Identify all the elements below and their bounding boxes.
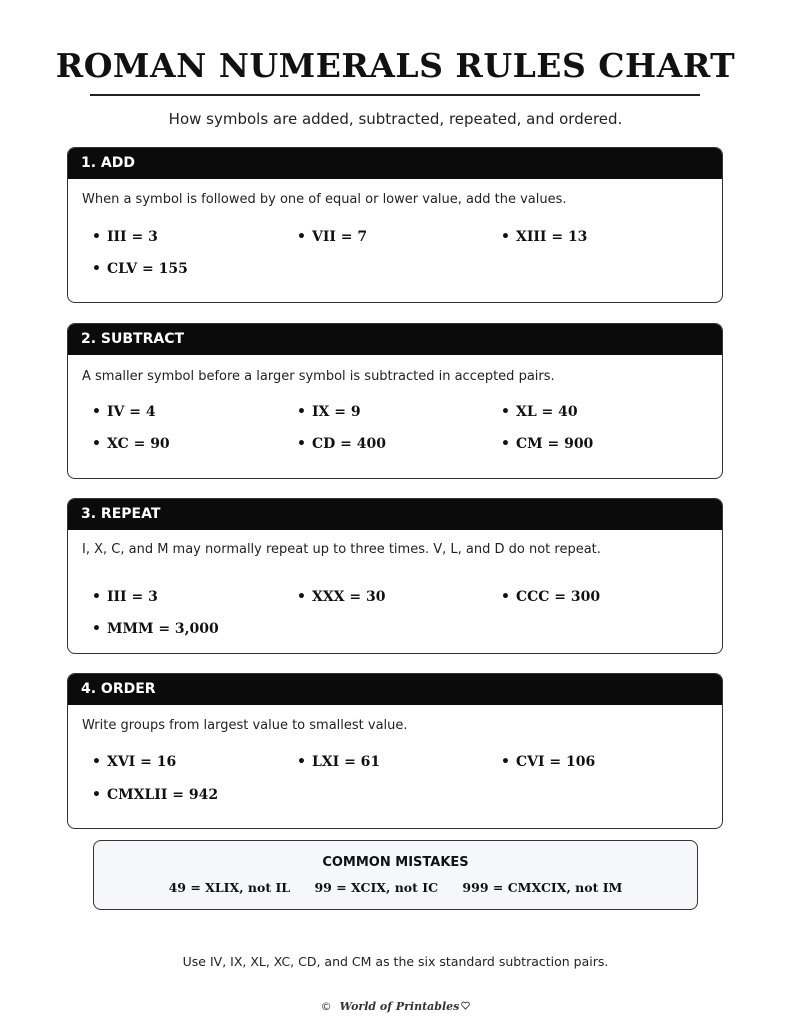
example-item: [501, 436, 593, 452]
bullet-icon: •: [92, 787, 101, 803]
mistake-item: 99 = XCIX, not IC: [314, 880, 439, 895]
example-item: [92, 404, 156, 420]
page-subtitle: How symbols are added, subtracted, repeated, and ordered.: [168, 110, 623, 128]
bullet-icon: •: [92, 261, 101, 277]
example-item: [92, 261, 188, 277]
section-add: [67, 147, 723, 303]
example-item: [297, 229, 367, 245]
example-text: CMXLII = 942: [106, 787, 219, 803]
bullet-icon: •: [92, 621, 101, 637]
bullet-icon: •: [501, 229, 510, 245]
section-repeat: [67, 498, 723, 654]
example-text: CM = 900: [515, 436, 594, 452]
bullet-icon: •: [297, 436, 306, 452]
common-mistakes-title: COMMON MISTAKES: [322, 855, 469, 870]
section-subtract: [67, 323, 723, 479]
example-text: CLV = 155: [106, 261, 188, 277]
example-item: [92, 787, 218, 803]
page-title: ROMAN NUMERALS RULES CHART: [55, 46, 736, 85]
section-description: I, X, C, and M may normally repeat up to three times. V, L, and D do not repeat.: [82, 542, 601, 557]
bullet-icon: •: [92, 404, 101, 420]
bullet-icon: •: [501, 436, 510, 452]
bullet-icon: •: [501, 754, 510, 770]
example-item: [92, 229, 158, 245]
example-item: [501, 404, 578, 420]
common-mistakes-list: [94, 880, 697, 895]
example-item: [297, 404, 361, 420]
example-text: CCC = 300: [515, 589, 601, 605]
example-text: IV = 4: [106, 404, 156, 420]
mistake-item: 999 = CMXCIX, not IM: [462, 880, 623, 895]
brand-footer: [0, 1000, 791, 1013]
heart-icon: [461, 1000, 470, 1013]
bullet-icon: •: [297, 589, 306, 605]
example-item: [501, 754, 595, 770]
bullet-icon: •: [297, 404, 306, 420]
example-text: III = 3: [106, 589, 158, 605]
bullet-icon: •: [92, 229, 101, 245]
section-order: [67, 673, 723, 829]
bullet-icon: •: [92, 754, 101, 770]
section-description: A smaller symbol before a larger symbol is subtracted in accepted pairs.: [82, 369, 555, 384]
footnote: Use IV, IX, XL, XC, CD, and CM as the six standard subtraction pairs.: [182, 954, 609, 969]
bullet-icon: •: [501, 589, 510, 605]
brand-name: World of Printables: [339, 1000, 460, 1013]
example-text: XIII = 13: [515, 229, 588, 245]
section-description: Write groups from largest value to smallest value.: [82, 718, 408, 733]
example-text: CD = 400: [311, 436, 386, 452]
example-text: III = 3: [106, 229, 158, 245]
example-item: [297, 589, 386, 605]
bullet-icon: •: [92, 436, 101, 452]
bullet-icon: •: [92, 589, 101, 605]
example-text: IX = 9: [311, 404, 361, 420]
bullet-icon: •: [297, 754, 306, 770]
example-item: [297, 754, 380, 770]
example-item: [501, 589, 600, 605]
example-text: LXI = 61: [311, 754, 381, 770]
example-text: VII = 7: [311, 229, 368, 245]
example-item: [501, 229, 587, 245]
section-heading: 3. REPEAT: [68, 499, 722, 530]
section-heading: 2. SUBTRACT: [68, 324, 722, 355]
bullet-icon: •: [297, 229, 306, 245]
copyright-icon: ©: [320, 1000, 332, 1013]
example-text: XC = 90: [106, 436, 170, 452]
example-text: XL = 40: [515, 404, 578, 420]
example-text: XXX = 30: [311, 589, 386, 605]
section-heading: 4. ORDER: [68, 674, 722, 705]
common-mistakes-box: [93, 840, 698, 910]
mistake-item: 49 = XLIX, not IL: [168, 880, 291, 895]
bullet-icon: •: [501, 404, 510, 420]
example-item: [92, 754, 176, 770]
example-text: XVI = 16: [106, 754, 177, 770]
example-text: MMM = 3,000: [106, 621, 219, 637]
section-description: When a symbol is followed by one of equal or lower value, add the values.: [82, 192, 567, 207]
example-item: [297, 436, 386, 452]
title-divider: [90, 94, 700, 96]
example-item: [92, 436, 170, 452]
section-heading: 1. ADD: [68, 148, 722, 179]
example-item: [92, 589, 158, 605]
example-item: [92, 621, 219, 637]
example-text: CVI = 106: [515, 754, 596, 770]
